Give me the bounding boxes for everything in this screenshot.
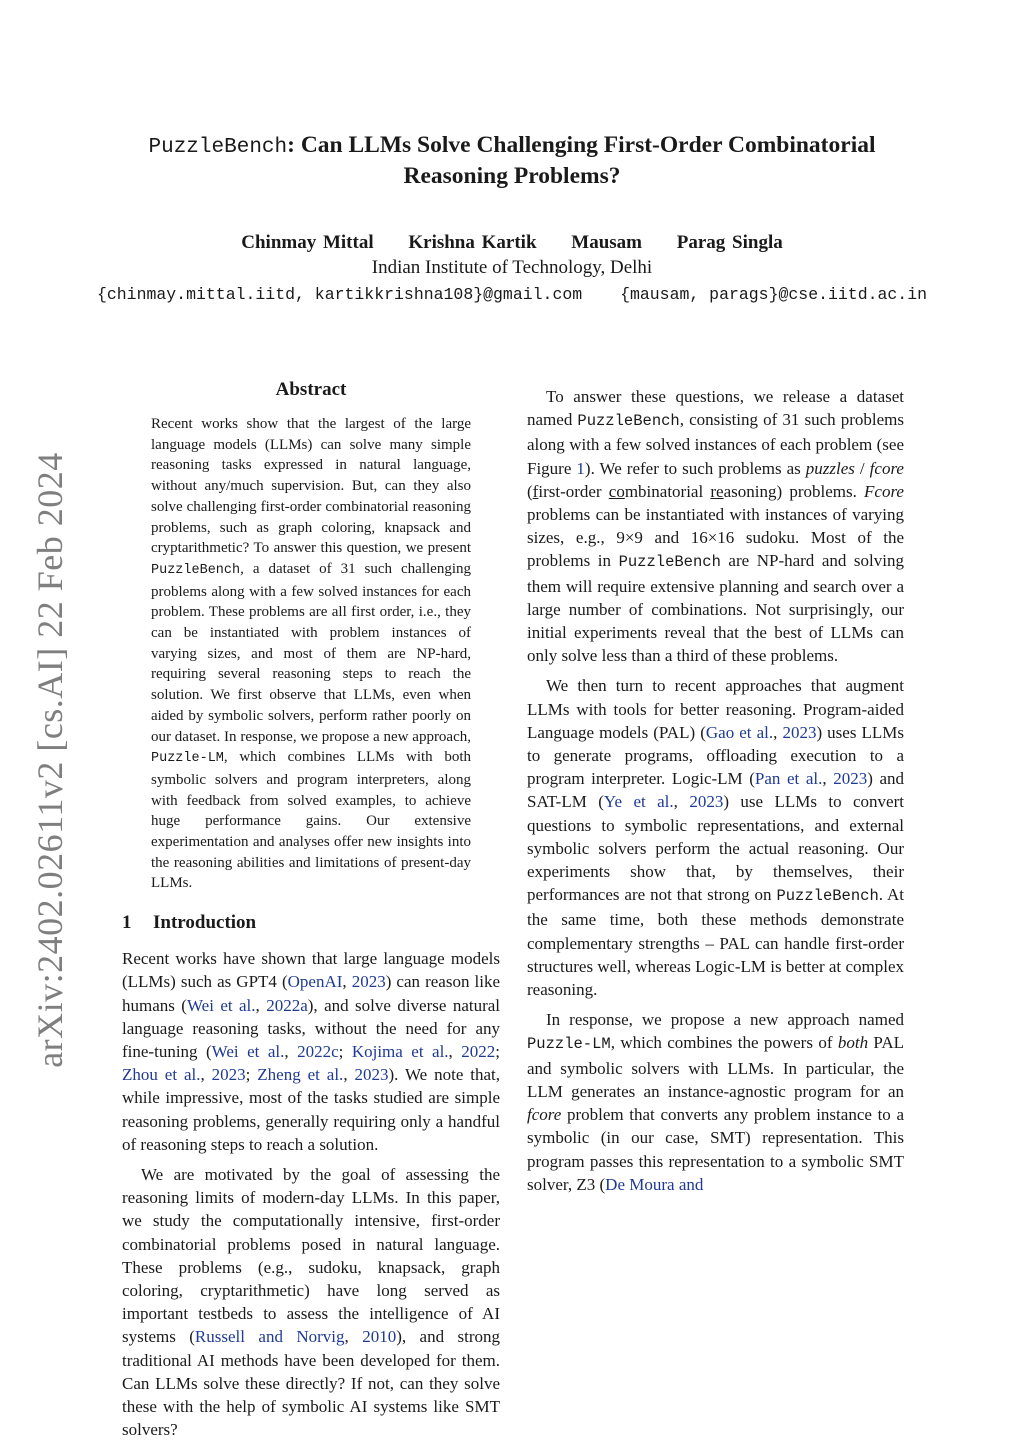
emphasis: fcore xyxy=(869,458,904,478)
text: , xyxy=(344,1327,363,1347)
citation-link[interactable]: 2023 xyxy=(211,1065,246,1085)
left-column xyxy=(122,378,500,1441)
text: irst-order xyxy=(538,481,609,501)
dataset-name: PuzzleBench xyxy=(577,412,680,431)
citation-link[interactable]: 2023 xyxy=(351,972,386,992)
text: , xyxy=(673,792,690,812)
emphasis: puzzles xyxy=(805,458,855,478)
emphasis: both xyxy=(837,1033,869,1053)
citation-link[interactable]: Ye et al. xyxy=(603,792,674,812)
author-block xyxy=(0,230,1024,307)
title-dataset-name: PuzzleBench xyxy=(148,136,288,159)
text: , xyxy=(255,995,267,1015)
citation-link[interactable]: De Moura and xyxy=(605,1174,704,1194)
text: , xyxy=(773,722,783,742)
affiliation: Indian Institute of Technology, Delhi xyxy=(371,257,653,278)
author-emails xyxy=(0,282,1024,307)
emphasis: Fcore xyxy=(864,481,904,501)
text: We then turn to recent approaches that augment LLMs with tools for better reasoning. Program-aided Language models (PAL) ( xyxy=(527,676,904,742)
title-line-1: : Can LLMs Solve Challenging First-Order Combinatorial xyxy=(287,132,876,158)
text: ) use LLMs to convert questions to symbolic representations, and external symbolic solvers perform the actual reasoning. Our experiments show that, by themselves, their performances are not that strong on xyxy=(527,792,904,905)
citation-link[interactable]: Wei et al. xyxy=(211,1041,285,1061)
section-title: Introduction xyxy=(153,912,257,934)
email-group[interactable]: {chinmay.mittal.iitd, kartikkrishna108}@gmail.com xyxy=(96,285,583,304)
email-group[interactable]: {mausam, parags}@cse.iitd.ac.in xyxy=(620,285,928,304)
text: ; xyxy=(338,1041,352,1061)
abstract-text: , a dataset of 31 such challenging problems along with a few solved instances for each problem. These problems are all first order, i.e., they can be instantiated with problem instances of varying sizes, and most of them are NP-hard, requiring several reasoning steps to reach the solution. We first observe that LLMs, even when aided by symbolic solvers, perform rather poorly on our dataset. In response, we propose a new approach, xyxy=(151,560,471,745)
text: Recent works have shown that large language models (LLMs) such as GPT4 ( xyxy=(122,949,500,992)
text: mbinatorial xyxy=(624,481,711,501)
dataset-name: PuzzleBench xyxy=(776,887,879,906)
citation-link[interactable]: 2022 xyxy=(461,1041,496,1061)
citation-link[interactable]: Zheng et al. xyxy=(257,1065,344,1085)
text: , consisting of 31 such problems along with a few solved instances of each problem (see Figure xyxy=(527,410,904,478)
citation-link[interactable]: 2010 xyxy=(362,1327,397,1347)
citation-link[interactable]: 2023 xyxy=(833,769,868,789)
text: PAL and symbolic solvers with LLMs. In particular, the LLM generates an instance-agnostic program for an xyxy=(527,1033,904,1101)
citation-link[interactable]: Russell and Norvig xyxy=(194,1327,345,1347)
citation-link[interactable]: 2022c xyxy=(297,1041,339,1061)
text: problems can be instantiated with instances of varying sizes, e.g., 9×9 and 16×16 sudoku. Most of the problems in xyxy=(527,505,904,571)
underlined-letters: re xyxy=(710,481,724,501)
text: , xyxy=(448,1041,462,1061)
text: , which combines the powers of xyxy=(610,1033,838,1053)
citation-link[interactable]: Kojima et al. xyxy=(351,1041,449,1061)
section-heading-introduction xyxy=(122,910,500,936)
text: . At the same time, both these methods demonstrate complementary strengths – PAL can handle first-order structures well, whereas Logic-LM is better at complex reasoning. xyxy=(527,885,904,1000)
dataset-name: PuzzleBench xyxy=(151,562,241,578)
text: ( xyxy=(527,481,533,501)
abstract-text: , which combines LLMs with both symbolic solvers and program interpreters, along with feedback from solved examples, to achieve huge performance gains. Our extensive experimentation and analyses offer new insights into the reasoning abilities and limitations of present-day LLMs. xyxy=(151,749,471,892)
citation-link[interactable]: OpenAI xyxy=(287,972,343,992)
text: , xyxy=(342,972,352,992)
text: To answer these questions, we release a dataset named xyxy=(527,387,904,430)
text: We are motivated by the goal of assessing the reasoning limits of modern-day LLMs. In this paper, we study the computationally intensive, first-order combinatorial problems posed in natural language. These problems (e.g., sudoku, knapsack, graph coloring, cryptarithmetic) have long served as important testbeds to assess the intelligence of AI systems ( xyxy=(122,1165,500,1347)
method-name: Puzzle-LM xyxy=(527,1035,611,1054)
paper-title xyxy=(100,131,924,191)
intro-paragraph-3 xyxy=(527,385,904,667)
citation-link[interactable]: 2023 xyxy=(689,792,724,812)
section-number: 1 xyxy=(122,912,132,934)
intro-paragraph-1 xyxy=(122,947,500,1156)
text: ) uses LLMs to generate programs, offloading execution to a program interpreter. Logic-LM ( xyxy=(527,722,905,789)
author-name: Chinmay Mittal xyxy=(241,232,374,253)
abstract-heading: Abstract xyxy=(275,379,347,400)
text: , xyxy=(822,769,834,789)
text: , xyxy=(284,1041,298,1061)
citation-link[interactable]: Zhou et al. xyxy=(122,1065,201,1085)
text: , xyxy=(200,1065,212,1085)
author-name: Krishna Kartik xyxy=(408,232,537,253)
citation-link[interactable]: 2022a xyxy=(266,995,308,1015)
intro-paragraph-4 xyxy=(527,674,904,1001)
text: ), and strong traditional AI methods have been developed for them. Can LLMs solve these directly? If not, can they solve these with the help of symbolic AI systems like SMT solvers? xyxy=(122,1327,500,1440)
text: ). We refer to such problems as xyxy=(584,458,806,478)
citation-link[interactable]: 2023 xyxy=(782,722,817,742)
text: ). We note that, while impressive, most of the tasks studied are simple reasoning problems, generally requiring only a handful of reasoning steps to reach a solution. xyxy=(122,1065,501,1154)
text: are NP-hard and solving them will require extensive planning and search over a large number of combinations. Not surprisingly, our initial experiments reveal that the best of LLMs can only solve less than a third of these problems. xyxy=(527,551,904,666)
intro-paragraph-2 xyxy=(122,1163,500,1441)
emphasis: fcore xyxy=(527,1105,562,1125)
citation-link[interactable]: 2023 xyxy=(354,1065,389,1085)
arxiv-stamp xyxy=(20,452,80,1068)
method-name: Puzzle-LM xyxy=(151,751,224,767)
text: ; xyxy=(245,1065,258,1085)
author-name: Mausam xyxy=(571,232,642,253)
underlined-letters: f xyxy=(532,481,539,501)
intro-paragraph-5 xyxy=(527,1008,904,1196)
text: problem that converts any problem instance to a symbolic (in our case, SMT) representation. This program passes this representation to a symbolic SMT solver, Z3 ( xyxy=(527,1105,904,1194)
author-names xyxy=(0,230,1024,255)
arxiv-identifier: arXiv:2402.02611v2 [cs.AI] 22 Feb 2024 xyxy=(30,452,70,1068)
abstract-body xyxy=(151,414,471,894)
text: In response, we propose a new approach named xyxy=(546,1010,904,1030)
text: asoning) problems. xyxy=(723,481,865,501)
text: ), and solve diverse natural language reasoning tasks, without the need for any fine-tuning ( xyxy=(122,995,501,1061)
title-line-2: Reasoning Problems? xyxy=(403,163,621,189)
citation-link[interactable]: Wei et al. xyxy=(186,995,256,1015)
underlined-letters: co xyxy=(608,481,625,501)
abstract-text: Recent works show that the largest of the large language models (LLMs) can solve many simple reasoning tasks expressed in natural language, without any/much supervision. But, can they also solve challenging first-order combinatorial reasoning problems, such as graph coloring, knapsack and cryptarithmetic? To answer this question, we present xyxy=(151,416,471,557)
figure-reference-link[interactable]: 1 xyxy=(576,458,585,478)
citation-link[interactable]: Pan et al. xyxy=(754,769,823,789)
text: / xyxy=(854,458,870,478)
dataset-name: PuzzleBench xyxy=(618,553,721,572)
text: , xyxy=(343,1065,355,1085)
text: ; xyxy=(495,1041,500,1061)
author-name: Parag Singla xyxy=(676,232,783,253)
right-column xyxy=(527,378,904,1196)
text: ) and SAT-LM ( xyxy=(527,769,905,812)
text: ) can reason like humans ( xyxy=(122,972,500,1015)
citation-link[interactable]: Gao et al. xyxy=(705,722,774,742)
